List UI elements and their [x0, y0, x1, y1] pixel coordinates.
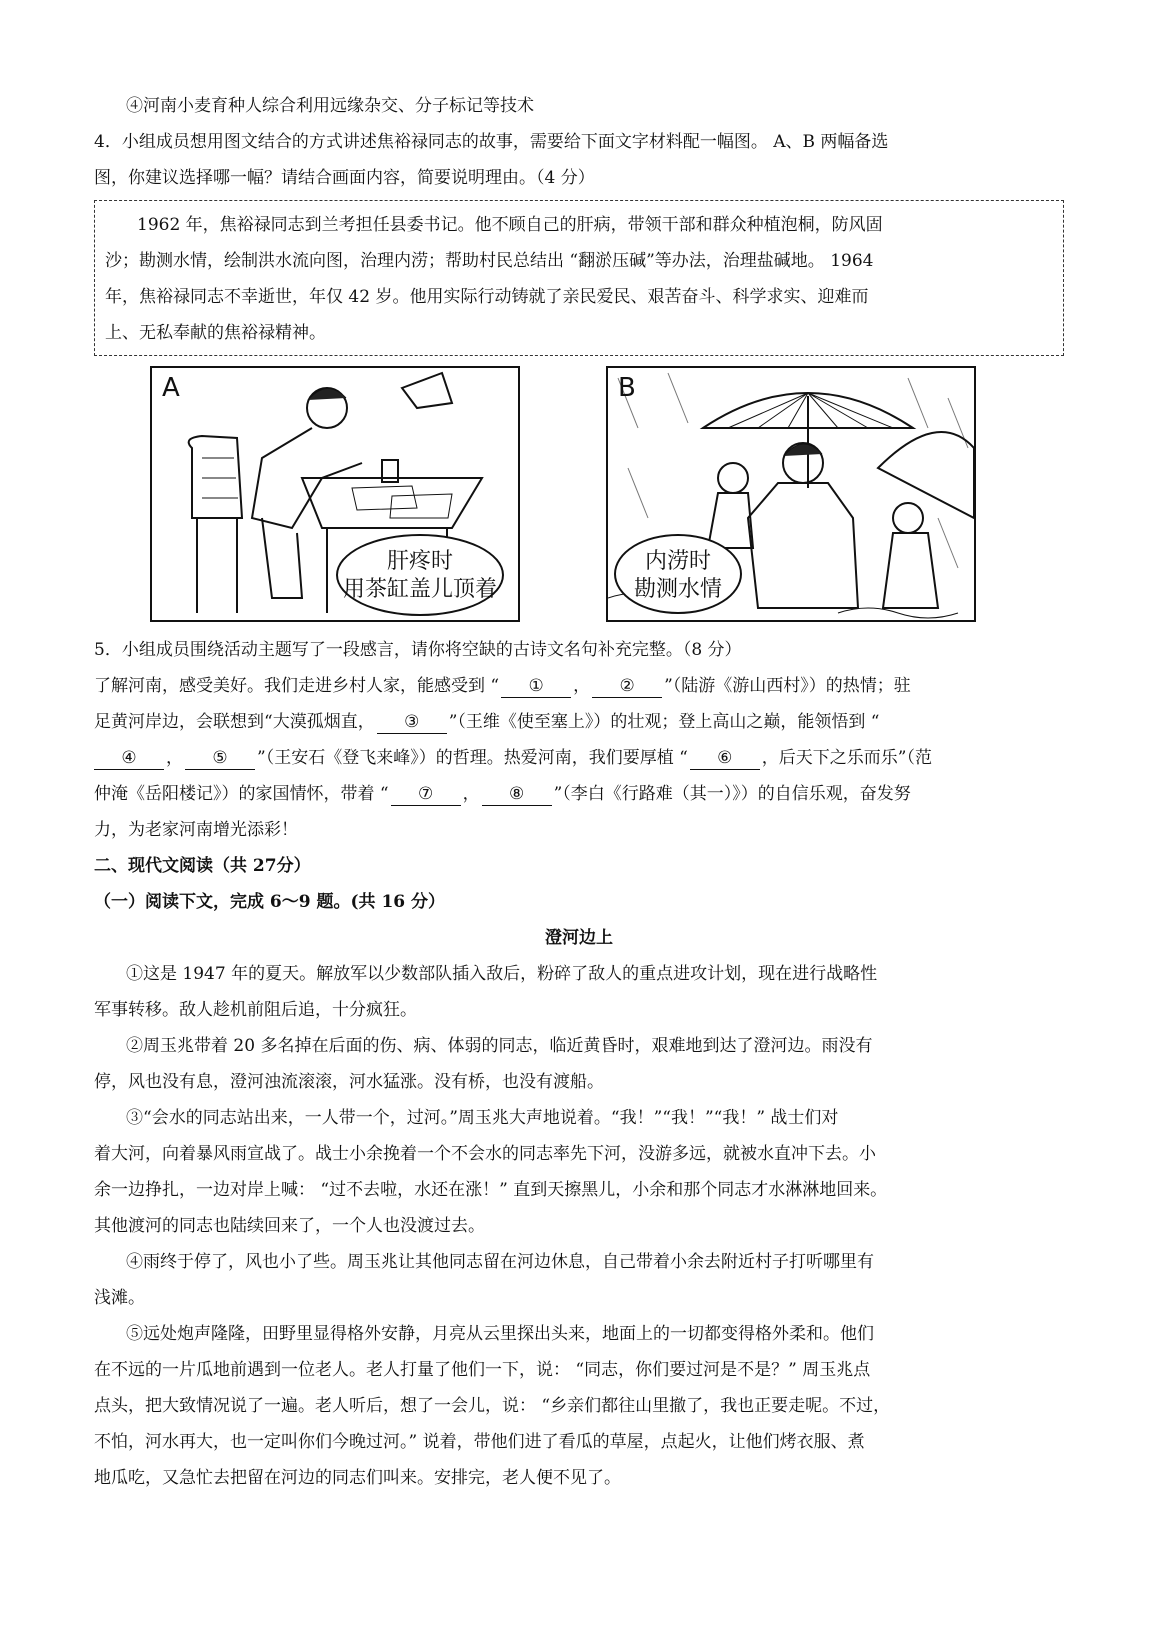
article-line: ①这是 1947 年的夏天。解放军以少数部队插入敌后，粉碎了敌人的重点进攻计划，现在进行战略性 [126, 964, 878, 984]
q5-text: 足黄河岸边，会联想到“大漠孤烟直， [94, 712, 375, 732]
q5-text: ，后天下之乐而乐”（范 [761, 748, 932, 768]
q5-prompt: 5．小组成员围绕活动主题写了一段感言，请你将空缺的古诗文名句补充完整。（8 分） [94, 640, 742, 660]
article-line: 点头，把大致情况说了一遍。老人听后，想了一会儿，说： “乡亲们都往山里撤了，我也正要走呢。不过， [94, 1396, 891, 1416]
q4-prompt-line-1: 4．小组成员想用图文结合的方式讲述焦裕禄同志的故事，需要给下面文字材料配一幅图。 A、B 两幅备选 [94, 132, 889, 152]
q4-material-line-1: 1962 年，焦裕禄同志到兰考担任县委书记。他不顾自己的肝病，带领干部和群众种植泡桐，防风固 [137, 215, 883, 235]
section-heading: 二、现代文阅读（共 27分） [94, 856, 311, 876]
exam-page [94, 88, 1064, 1496]
q5-line-4 [94, 776, 1064, 812]
article-line: 在不远的一片瓜地前遇到一位老人。老人打量了他们一下，说： “同志，你们要过河是不是？” 周玉兆点 [94, 1360, 871, 1380]
picture-a-letter: A [162, 373, 180, 403]
q5-text: ”（陆游《游山西村》）的热情；驻 [664, 676, 911, 696]
subsection-heading: （一）阅读下文，完成 6～9 题。(共 16 分） [94, 892, 446, 912]
picture-a-caption [336, 534, 504, 616]
blank-7[interactable]: ⑦ [391, 783, 461, 806]
q5-line-1 [94, 668, 1064, 704]
q5-text: ， [462, 784, 480, 804]
picture-a-caption-line-2: 用茶缸盖儿顶着 [342, 577, 497, 602]
q5-line-2 [94, 704, 1064, 740]
q4-material-line-4: 上、无私奉献的焦裕禄精神。 [105, 323, 326, 343]
article-title: 澄河边上 [545, 928, 613, 948]
q4-material-box [94, 200, 1064, 356]
article-line: ④雨终于停了，风也小了些。周玉兆让其他同志留在河边休息，自己带着小余去附近村子打听哪里有 [126, 1252, 874, 1272]
q5-text: ”（王安石《登飞来峰》）的哲理。热爱河南，我们要厚植 “ [257, 748, 688, 768]
q4-material-line-3: 年，焦裕禄同志不幸逝世，年仅 42 岁。他用实际行动铸就了亲民爱民、艰苦奋斗、科学求实、迎难而 [105, 287, 869, 307]
article-line: 地瓜吃，又急忙去把留在河边的同志们叫来。安排完，老人便不见了。 [94, 1468, 621, 1488]
picture-b [606, 366, 976, 622]
blank-4[interactable]: ④ [94, 747, 164, 770]
article-line: ②周玉兆带着 20 多名掉在后面的伤、病、体弱的同志，临近黄昏时，艰难地到达了澄河边。雨没有 [126, 1036, 873, 1056]
article-line: 余一边挣扎，一边对岸上喊： “过不去啦，水还在涨！” 直到天擦黑儿，小余和那个同志才水淋淋地回来。 [94, 1180, 888, 1200]
blank-1[interactable]: ① [501, 675, 571, 698]
blank-5[interactable]: ⑤ [185, 747, 255, 770]
article-line: 着大河，向着暴风雨宣战了。战士小余挽着一个不会水的同志率先下河，没游多远，就被水直冲下去。小 [94, 1144, 876, 1164]
q4-material-line-2: 沙；勘测水情，绘制洪水流向图，治理内涝；帮助村民总结出 “翻淤压碱”等办法，治理盐碱地。 1964 [105, 251, 874, 271]
q5-line-5: 力，为老家河南增光添彩！ [94, 820, 298, 840]
picture-b-letter: B [618, 373, 636, 403]
q5-text: ”（王维《使至塞上》）的壮观；登上高山之巅，能领悟到 “ [448, 712, 880, 732]
picture-b-caption-line-2: 勘测水情 [633, 577, 722, 602]
article-line: 停，风也没有息，澄河浊流滚滚，河水猛涨。没有桥，也没有渡船。 [94, 1072, 604, 1092]
blank-8[interactable]: ⑧ [482, 783, 552, 806]
article-line: 其他渡河的同志也陆续回来了，一个人也没渡过去。 [94, 1216, 485, 1236]
picture-b-caption-line-1: 内涝时 [644, 549, 711, 574]
blank-2[interactable]: ② [592, 675, 662, 698]
q5-text: ， [166, 748, 183, 768]
q5-text: 仲淹《岳阳楼记》）的家国情怀，带着 “ [94, 784, 389, 804]
picture-a-caption-line-1: 肝疼时 [386, 549, 453, 574]
q5-line-3 [94, 740, 1064, 776]
q4-prompt-line-2: 图，你建议选择哪一幅？请结合画面内容，简要说明理由。（4 分） [94, 168, 595, 188]
q5-text: ， [573, 676, 591, 696]
blank-6[interactable]: ⑥ [690, 747, 760, 770]
article-line: 浅滩。 [94, 1288, 145, 1308]
q3-item-4: ④河南小麦育种人综合利用远缘杂交、分子标记等技术 [126, 96, 534, 116]
blank-3[interactable]: ③ [377, 711, 447, 734]
article-line: 不怕，河水再大，也一定叫你们今晚过河。” 说着，带他们进了看瓜的草屋，点起火，让他们烤衣服、煮 [94, 1432, 865, 1452]
article-line: 军事转移。敌人趁机前阻后追，十分疯狂。 [94, 1000, 417, 1020]
q4-pictures [94, 362, 1064, 624]
picture-b-caption [614, 534, 742, 614]
picture-a [150, 366, 520, 622]
q5-text: 了解河南，感受美好。我们走进乡村人家，能感受到 “ [94, 676, 500, 696]
article-line: ③“会水的同志站出来，一人带一个，过河。”周玉兆大声地说着。“我！”“我！”“我！” 战士们对 [126, 1108, 839, 1128]
article-line: ⑤远处炮声隆隆，田野里显得格外安静，月亮从云里探出头来，地面上的一切都变得格外柔和。他们 [126, 1324, 874, 1344]
q5-text: ”（李白《行路难（其一）》）的自信乐观，奋发努 [553, 784, 911, 804]
